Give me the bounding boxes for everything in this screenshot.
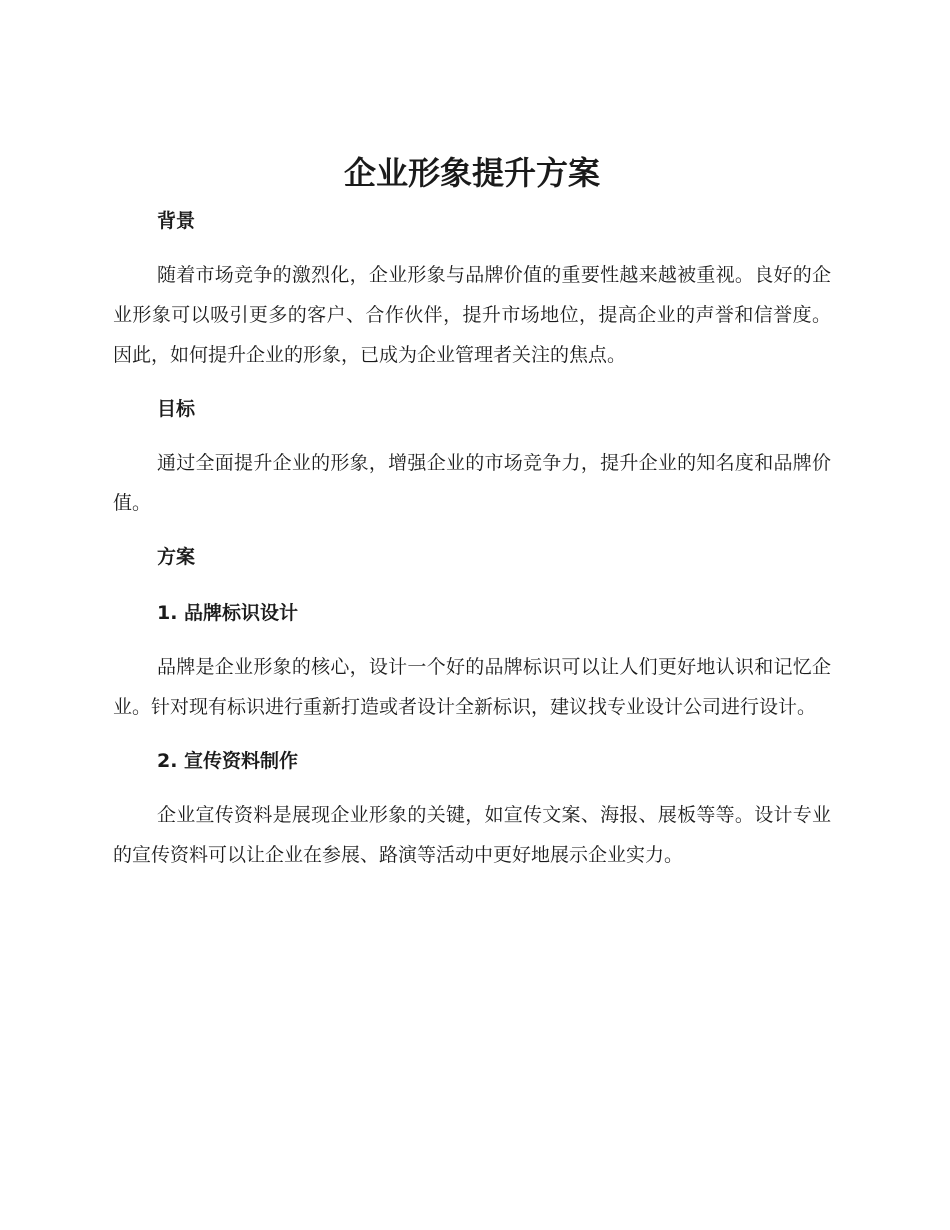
section-heading-plan: 方案 <box>157 546 196 568</box>
plan-item-body-brand-logo: 品牌是企业形象的核心，设计一个好的品牌标识可以让人们更好地认识和记忆企业。针对现有标识进行重新打造或者设计全新标识，建议找专业设计公司进行设计。 <box>113 656 831 718</box>
document-body <box>113 199 831 875</box>
plan-item-body-promo-materials: 企业宣传资料是展现企业形象的关键，如宣传文案、海报、展板等等。设计专业的宣传资料可以让企业在参展、路演等活动中更好地展示企业实力。 <box>113 804 831 866</box>
section-body-background: 随着市场竞争的激烈化，企业形象与品牌价值的重要性越来越被重视。良好的企业形象可以吸引更多的客户、合作伙伴，提升市场地位，提高企业的声誉和信誉度。因此，如何提升企业的形象，已成为企业管理者关注的焦点。 <box>113 264 831 366</box>
plan-item-heading-brand-logo: 1. 品牌标识设计 <box>157 602 299 624</box>
plan-item-heading-promo-materials: 2. 宣传资料制作 <box>157 750 299 772</box>
section-heading-goal: 目标 <box>157 398 196 420</box>
document-title: 企业形象提升方案 <box>343 154 600 192</box>
section-body-goal: 通过全面提升企业的形象，增强企业的市场竞争力，提升企业的知名度和品牌价值。 <box>113 452 831 514</box>
section-heading-background: 背景 <box>157 210 196 232</box>
